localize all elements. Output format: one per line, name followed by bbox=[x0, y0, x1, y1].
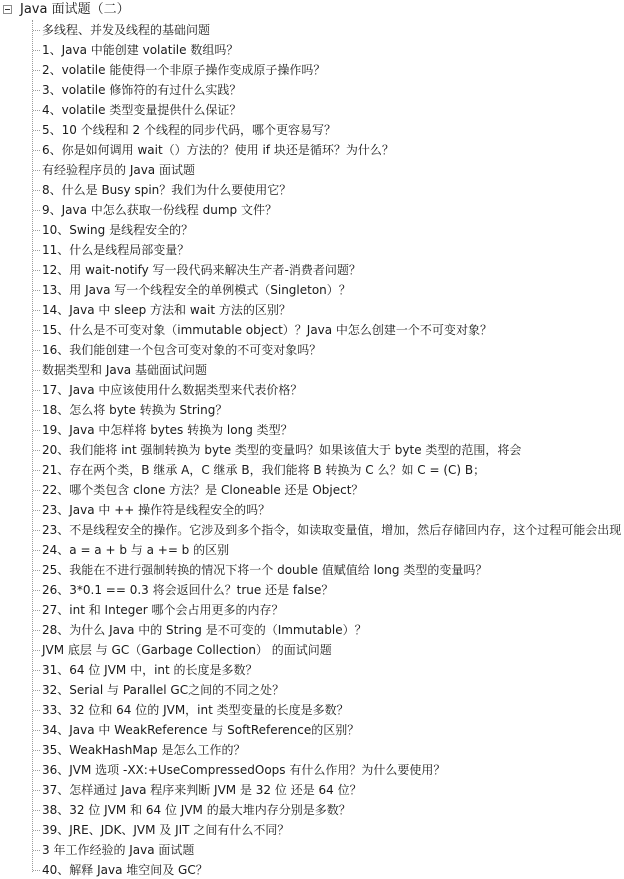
tree-item[interactable] bbox=[0, 620, 624, 640]
tree-item[interactable] bbox=[0, 480, 624, 500]
tree-connector bbox=[33, 790, 40, 791]
tree-connector bbox=[33, 250, 40, 251]
tree-connector bbox=[33, 530, 40, 531]
tree-item-label[interactable]: 33、32 位和 64 位的 JVM，int 类型变量的长度是多数？ bbox=[42, 703, 349, 717]
tree-connector bbox=[33, 350, 40, 351]
tree-item-label[interactable]: 3 年工作经验的 Java 面试题 bbox=[42, 843, 195, 857]
tree-connector bbox=[33, 410, 40, 411]
tree-connector bbox=[33, 770, 40, 771]
tree-item-label[interactable]: 3、volatile 修饰符的有过什么实践？ bbox=[42, 83, 242, 97]
tree-item[interactable] bbox=[0, 700, 624, 720]
tree-connector bbox=[33, 650, 40, 651]
tree-item[interactable] bbox=[0, 540, 624, 560]
tree-item[interactable] bbox=[0, 680, 624, 700]
tree-connector bbox=[33, 830, 40, 831]
tree-connector bbox=[33, 870, 40, 871]
tree-connector bbox=[33, 150, 40, 151]
tree-item[interactable] bbox=[0, 600, 624, 620]
tree-item-label[interactable]: 21、存在两个类，B 继承 A，C 继承 B，我们能将 B 转换为 C 么？如 C = (C) B； bbox=[42, 463, 486, 477]
tree-connector bbox=[33, 690, 40, 691]
tree-item-label[interactable]: 39、JRE、JDK、JVM 及 JIT 之间有什么不同？ bbox=[42, 823, 290, 837]
tree-item-label[interactable]: 35、WeakHashMap 是怎么工作的？ bbox=[42, 743, 246, 757]
tree-item-label[interactable]: 25、我能在不进行强制转换的情况下将一个 double 值赋值给 long 类型的变量吗？ bbox=[42, 563, 488, 577]
tree-connector bbox=[33, 190, 40, 191]
tree-connector bbox=[33, 470, 40, 471]
tree-item[interactable] bbox=[0, 180, 624, 200]
tree-item[interactable] bbox=[0, 200, 624, 220]
tree-connector bbox=[33, 170, 40, 171]
tree-item[interactable] bbox=[0, 260, 624, 280]
tree-item-label[interactable]: 2、volatile 能使得一个非原子操作变成原子操作吗？ bbox=[42, 63, 326, 77]
tree-item-label[interactable]: 24、a = a + b 与 a += b 的区别 bbox=[42, 543, 230, 557]
tree-connector bbox=[33, 750, 40, 751]
tree-item[interactable] bbox=[0, 360, 624, 380]
tree-item[interactable] bbox=[0, 140, 624, 160]
tree-item-label[interactable]: 1、Java 中能创建 volatile 数组吗？ bbox=[42, 43, 239, 57]
tree-connector bbox=[33, 90, 40, 91]
tree-item[interactable] bbox=[0, 800, 624, 820]
tree-item-label[interactable]: 40、解释 Java 堆空间及 GC？ bbox=[42, 863, 208, 877]
tree-item[interactable] bbox=[0, 840, 624, 860]
tree-item[interactable] bbox=[0, 740, 624, 760]
tree-connector bbox=[33, 550, 40, 551]
tree-item-label[interactable]: 多线程、并发及线程的基础问题 bbox=[42, 23, 211, 37]
tree-item[interactable] bbox=[0, 520, 624, 540]
tree-connector bbox=[33, 710, 40, 711]
tree-connector bbox=[33, 430, 40, 431]
tree-item-label[interactable]: 36、JVM 选项 -XX:+UseCompressedOops 有什么作用？为什么要使用？ bbox=[42, 763, 446, 777]
tree-connector bbox=[33, 210, 40, 211]
tree-item-label[interactable]: 27、int 和 Integer 哪个会占用更多的内存？ bbox=[42, 603, 284, 617]
tree-item[interactable] bbox=[0, 220, 624, 240]
tree-item-label[interactable]: 20、我们能将 int 强制转换为 byte 类型的变量吗？如果该值大于 byte 类型的范围，将会 bbox=[42, 443, 522, 457]
tree-item[interactable] bbox=[0, 860, 624, 879]
tree-item[interactable] bbox=[0, 320, 624, 340]
tree-item[interactable] bbox=[0, 560, 624, 580]
tree-item-label[interactable]: 数据类型和 Java 基础面试问题 bbox=[42, 363, 207, 377]
tree-item-label[interactable]: 16、我们能创建一个包含可变对象的不可变对象吗？ bbox=[42, 343, 322, 357]
tree-item[interactable] bbox=[0, 20, 624, 40]
tree-root-label[interactable]: Java 面试题（二） bbox=[20, 2, 130, 17]
tree-connector bbox=[33, 670, 40, 671]
tree-item-label[interactable]: 37、怎样通过 Java 程序来判断 JVM 是 32 位 还是 64 位？ bbox=[42, 783, 362, 797]
tree-connector bbox=[33, 450, 40, 451]
tree-item-label[interactable]: 15、什么是不可变对象（immutable object）？Java 中怎么创建一个不可变对象？ bbox=[42, 323, 492, 337]
tree-item-label[interactable]: 19、Java 中怎样将 bytes 转换为 long 类型？ bbox=[42, 423, 293, 437]
tree-item-label[interactable]: 14、Java 中 sleep 方法和 wait 方法的区别？ bbox=[42, 303, 291, 317]
tree-connector bbox=[33, 230, 40, 231]
tree-connector bbox=[33, 390, 40, 391]
tree-connector bbox=[33, 610, 40, 611]
tree-item-label[interactable]: 22、哪个类包含 clone 方法？是 Cloneable 还是 Object？ bbox=[42, 483, 364, 497]
tree-item-label[interactable]: 26、3*0.1 == 0.3 将会返回什么？true 还是 false？ bbox=[42, 583, 334, 597]
tree-item-label[interactable]: 31、64 位 JVM 中，int 的长度是多数？ bbox=[42, 663, 258, 677]
tree-children bbox=[0, 20, 624, 879]
tree-item[interactable] bbox=[0, 160, 624, 180]
tree-item-label[interactable]: 4、volatile 类型变量提供什么保证？ bbox=[42, 103, 242, 117]
tree-item-label[interactable]: 38、32 位 JVM 和 64 位 JVM 的最大堆内存分别是多数？ bbox=[42, 803, 351, 817]
tree-item-label[interactable]: 28、为什么 Java 中的 String 是不可变的（Immutable）？ bbox=[42, 623, 367, 637]
tree-item-label[interactable]: 10、Swing 是线程安全的？ bbox=[42, 223, 194, 237]
tree-item[interactable] bbox=[0, 760, 624, 780]
tree-item[interactable] bbox=[0, 80, 624, 100]
tree-item-label[interactable]: 8、什么是 Busy spin？我们为什么要使用它？ bbox=[42, 183, 292, 197]
tree-item-label[interactable]: 9、Java 中怎么获取一份线程 dump 文件？ bbox=[42, 203, 277, 217]
tree-item-label[interactable]: 有经验程序员的 Java 面试题 bbox=[42, 163, 195, 177]
tree-item[interactable] bbox=[0, 240, 624, 260]
tree-item-label[interactable]: 17、Java 中应该使用什么数据类型来代表价格？ bbox=[42, 383, 303, 397]
tree-item[interactable] bbox=[0, 640, 624, 660]
tree-connector bbox=[33, 30, 40, 31]
tree-item-label[interactable]: 11、什么是线程局部变量？ bbox=[42, 243, 190, 257]
tree-connector bbox=[33, 130, 40, 131]
tree-connector bbox=[33, 270, 40, 271]
tree-connector bbox=[33, 510, 40, 511]
tree-item-label[interactable]: 23、Java 中 ++ 操作符是线程安全的吗？ bbox=[42, 503, 271, 517]
tree-item[interactable] bbox=[0, 820, 624, 840]
tree-item[interactable] bbox=[0, 60, 624, 80]
tree-item-label[interactable]: 12、用 wait-notify 写一段代码来解决生产者-消费者问题？ bbox=[42, 263, 361, 277]
tree-item[interactable] bbox=[0, 440, 624, 460]
tree-item[interactable] bbox=[0, 660, 624, 680]
tree-item-label[interactable]: 6、你是如何调用 wait（）方法的？使用 if 块还是循环？为什么？ bbox=[42, 143, 394, 157]
tree-item[interactable] bbox=[0, 720, 624, 740]
tree-item[interactable] bbox=[0, 300, 624, 320]
tree-item-label[interactable]: 32、Serial 与 Parallel GC之间的不同之处？ bbox=[42, 683, 285, 697]
tree-item[interactable] bbox=[0, 280, 624, 300]
tree-connector bbox=[33, 590, 40, 591]
tree-connector bbox=[33, 70, 40, 71]
tree-item[interactable] bbox=[0, 580, 624, 600]
tree-item-label[interactable]: 5、10 个线程和 2 个线程的同步代码，哪个更容易写？ bbox=[42, 123, 336, 137]
collapse-toggle-icon[interactable] bbox=[3, 5, 12, 14]
tree-item[interactable] bbox=[0, 500, 624, 520]
tree-connector bbox=[33, 850, 40, 851]
tree-item[interactable] bbox=[0, 460, 624, 480]
tree-connector bbox=[33, 730, 40, 731]
tree-item[interactable] bbox=[0, 380, 624, 400]
tree-connector bbox=[33, 310, 40, 311]
tree-item-label[interactable]: 34、Java 中 WeakReference 与 SoftReference的区别？ bbox=[42, 723, 360, 737]
tree-item[interactable] bbox=[0, 40, 624, 60]
tree-connector bbox=[33, 490, 40, 491]
tree-item[interactable] bbox=[0, 400, 624, 420]
tree-item-label[interactable]: 23、不是线程安全的操作。它涉及到多个指令，如读取变量值，增加，然后存储回内存，这个过程可能会出现 bbox=[42, 523, 622, 537]
tree-item-label[interactable]: 13、用 Java 写一个线程安全的单例模式（Singleton）？ bbox=[42, 283, 351, 297]
tree-item[interactable] bbox=[0, 340, 624, 360]
tree-connector bbox=[33, 370, 40, 371]
tree-item[interactable] bbox=[0, 120, 624, 140]
tree-item-label[interactable]: 18、怎么将 byte 转换为 String？ bbox=[42, 403, 228, 417]
tree-connector bbox=[33, 630, 40, 631]
tree-connector bbox=[33, 50, 40, 51]
tree-connector bbox=[33, 810, 40, 811]
tree-connector bbox=[33, 290, 40, 291]
tree-item-label[interactable]: JVM 底层 与 GC（Garbage Collection） 的面试问题 bbox=[42, 643, 332, 657]
tree-connector bbox=[33, 330, 40, 331]
tree-item[interactable] bbox=[0, 780, 624, 800]
tree-item[interactable] bbox=[0, 100, 624, 120]
tree-connector bbox=[33, 110, 40, 111]
tree-connector bbox=[33, 570, 40, 571]
tree-item[interactable] bbox=[0, 420, 624, 440]
